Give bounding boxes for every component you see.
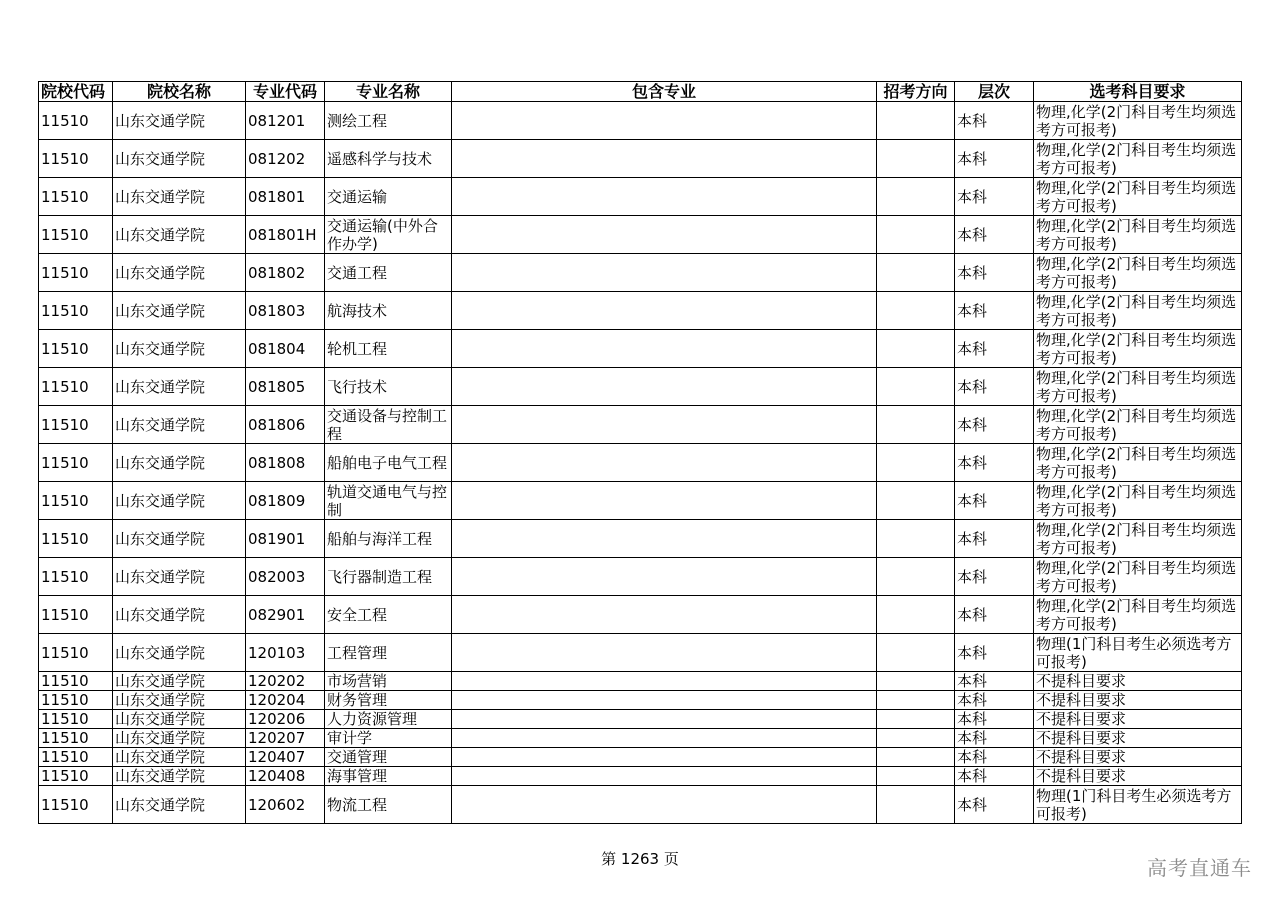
cell-school-name: 山东交通学院 xyxy=(113,254,246,292)
table-row xyxy=(39,482,1242,520)
cell-school-name: 山东交通学院 xyxy=(113,178,246,216)
cell-school-name: 山东交通学院 xyxy=(113,596,246,634)
cell-requirement: 物理,化学(2门科目考生均须选考方可报考) xyxy=(1034,178,1242,216)
cell-requirement: 物理(1门科目考生必须选考方可报考) xyxy=(1034,634,1242,672)
cell-school-code: 11510 xyxy=(39,729,113,748)
cell-level: 本科 xyxy=(955,748,1034,767)
cell-direction xyxy=(877,786,955,824)
cell-requirement: 物理,化学(2门科目考生均须选考方可报考) xyxy=(1034,482,1242,520)
admission-table xyxy=(38,81,1242,824)
cell-direction xyxy=(877,482,955,520)
cell-requirement: 物理,化学(2门科目考生均须选考方可报考) xyxy=(1034,216,1242,254)
cell-requirement: 物理,化学(2门科目考生均须选考方可报考) xyxy=(1034,140,1242,178)
cell-direction xyxy=(877,729,955,748)
cell-major-code: 120206 xyxy=(246,710,325,729)
cell-direction xyxy=(877,710,955,729)
cell-major-name: 市场营销 xyxy=(325,672,452,691)
cell-major-name: 交通管理 xyxy=(325,748,452,767)
cell-direction xyxy=(877,406,955,444)
cell-major-code: 081806 xyxy=(246,406,325,444)
cell-school-code: 11510 xyxy=(39,140,113,178)
table-row xyxy=(39,520,1242,558)
cell-requirement: 物理,化学(2门科目考生均须选考方可报考) xyxy=(1034,520,1242,558)
cell-major-code: 120202 xyxy=(246,672,325,691)
cell-included xyxy=(452,596,877,634)
cell-requirement: 物理,化学(2门科目考生均须选考方可报考) xyxy=(1034,596,1242,634)
cell-school-code: 11510 xyxy=(39,596,113,634)
cell-school-code: 11510 xyxy=(39,216,113,254)
cell-included xyxy=(452,691,877,710)
cell-included xyxy=(452,748,877,767)
cell-level: 本科 xyxy=(955,368,1034,406)
cell-level: 本科 xyxy=(955,767,1034,786)
cell-major-name: 船舶与海洋工程 xyxy=(325,520,452,558)
cell-requirement: 不提科目要求 xyxy=(1034,767,1242,786)
cell-included xyxy=(452,634,877,672)
cell-major-name: 交通设备与控制工程 xyxy=(325,406,452,444)
cell-direction xyxy=(877,748,955,767)
cell-requirement: 物理,化学(2门科目考生均须选考方可报考) xyxy=(1034,406,1242,444)
cell-level: 本科 xyxy=(955,406,1034,444)
cell-major-code: 081803 xyxy=(246,292,325,330)
cell-major-name: 航海技术 xyxy=(325,292,452,330)
cell-included xyxy=(452,102,877,140)
cell-major-code: 081901 xyxy=(246,520,325,558)
table-row xyxy=(39,729,1242,748)
cell-major-name: 工程管理 xyxy=(325,634,452,672)
header-level: 层次 xyxy=(955,82,1034,102)
cell-school-name: 山东交通学院 xyxy=(113,767,246,786)
cell-requirement: 物理,化学(2门科目考生均须选考方可报考) xyxy=(1034,292,1242,330)
cell-school-code: 11510 xyxy=(39,634,113,672)
cell-requirement: 不提科目要求 xyxy=(1034,748,1242,767)
cell-school-name: 山东交通学院 xyxy=(113,634,246,672)
cell-school-name: 山东交通学院 xyxy=(113,748,246,767)
table-row xyxy=(39,102,1242,140)
cell-major-name: 财务管理 xyxy=(325,691,452,710)
cell-requirement: 物理,化学(2门科目考生均须选考方可报考) xyxy=(1034,558,1242,596)
table-row xyxy=(39,767,1242,786)
cell-level: 本科 xyxy=(955,178,1034,216)
cell-level: 本科 xyxy=(955,672,1034,691)
cell-requirement: 物理,化学(2门科目考生均须选考方可报考) xyxy=(1034,102,1242,140)
cell-school-code: 11510 xyxy=(39,786,113,824)
cell-included xyxy=(452,178,877,216)
table-row xyxy=(39,254,1242,292)
cell-level: 本科 xyxy=(955,444,1034,482)
cell-requirement: 不提科目要求 xyxy=(1034,710,1242,729)
table-row xyxy=(39,634,1242,672)
cell-major-name: 测绘工程 xyxy=(325,102,452,140)
cell-school-code: 11510 xyxy=(39,292,113,330)
cell-included xyxy=(452,216,877,254)
cell-level: 本科 xyxy=(955,596,1034,634)
cell-requirement: 物理,化学(2门科目考生均须选考方可报考) xyxy=(1034,444,1242,482)
cell-major-code: 081805 xyxy=(246,368,325,406)
table-row xyxy=(39,368,1242,406)
cell-major-code: 120602 xyxy=(246,786,325,824)
cell-included xyxy=(452,767,877,786)
cell-direction xyxy=(877,634,955,672)
table-row xyxy=(39,786,1242,824)
cell-level: 本科 xyxy=(955,634,1034,672)
cell-major-name: 轮机工程 xyxy=(325,330,452,368)
header-major-code: 专业代码 xyxy=(246,82,325,102)
cell-school-name: 山东交通学院 xyxy=(113,444,246,482)
cell-level: 本科 xyxy=(955,102,1034,140)
cell-level: 本科 xyxy=(955,558,1034,596)
cell-major-code: 081202 xyxy=(246,140,325,178)
cell-direction xyxy=(877,178,955,216)
table-row xyxy=(39,292,1242,330)
table-row xyxy=(39,330,1242,368)
cell-direction xyxy=(877,672,955,691)
cell-major-name: 安全工程 xyxy=(325,596,452,634)
cell-level: 本科 xyxy=(955,729,1034,748)
cell-included xyxy=(452,254,877,292)
header-school-code: 院校代码 xyxy=(39,82,113,102)
cell-included xyxy=(452,558,877,596)
cell-school-code: 11510 xyxy=(39,330,113,368)
header-direction: 招考方向 xyxy=(877,82,955,102)
cell-level: 本科 xyxy=(955,482,1034,520)
cell-direction xyxy=(877,292,955,330)
cell-level: 本科 xyxy=(955,330,1034,368)
cell-included xyxy=(452,482,877,520)
cell-requirement: 物理,化学(2门科目考生均须选考方可报考) xyxy=(1034,330,1242,368)
cell-major-name: 海事管理 xyxy=(325,767,452,786)
cell-school-name: 山东交通学院 xyxy=(113,292,246,330)
cell-major-code: 120204 xyxy=(246,691,325,710)
cell-school-name: 山东交通学院 xyxy=(113,691,246,710)
cell-level: 本科 xyxy=(955,216,1034,254)
table-row xyxy=(39,216,1242,254)
table-row xyxy=(39,596,1242,634)
table-row xyxy=(39,710,1242,729)
table-row xyxy=(39,672,1242,691)
cell-included xyxy=(452,406,877,444)
cell-major-code: 081808 xyxy=(246,444,325,482)
cell-level: 本科 xyxy=(955,254,1034,292)
cell-major-name: 飞行器制造工程 xyxy=(325,558,452,596)
cell-direction xyxy=(877,767,955,786)
header-row xyxy=(39,82,1242,102)
cell-major-code: 120407 xyxy=(246,748,325,767)
cell-included xyxy=(452,520,877,558)
cell-direction xyxy=(877,558,955,596)
table-row xyxy=(39,748,1242,767)
cell-school-code: 11510 xyxy=(39,748,113,767)
cell-requirement: 物理(1门科目考生必须选考方可报考) xyxy=(1034,786,1242,824)
cell-school-name: 山东交通学院 xyxy=(113,140,246,178)
cell-major-name: 遥感科学与技术 xyxy=(325,140,452,178)
cell-major-name: 物流工程 xyxy=(325,786,452,824)
table-row xyxy=(39,444,1242,482)
header-school-name: 院校名称 xyxy=(113,82,246,102)
cell-school-name: 山东交通学院 xyxy=(113,102,246,140)
cell-school-name: 山东交通学院 xyxy=(113,330,246,368)
cell-major-name: 交通运输 xyxy=(325,178,452,216)
cell-included xyxy=(452,140,877,178)
cell-major-code: 120103 xyxy=(246,634,325,672)
table-row xyxy=(39,558,1242,596)
cell-school-name: 山东交通学院 xyxy=(113,672,246,691)
cell-school-code: 11510 xyxy=(39,178,113,216)
cell-school-code: 11510 xyxy=(39,368,113,406)
table-body xyxy=(39,102,1242,824)
cell-school-name: 山东交通学院 xyxy=(113,710,246,729)
cell-included xyxy=(452,292,877,330)
cell-direction xyxy=(877,520,955,558)
watermark-text: 高考直通车 xyxy=(1147,856,1252,880)
cell-school-code: 11510 xyxy=(39,102,113,140)
cell-direction xyxy=(877,216,955,254)
cell-major-name: 轨道交通电气与控制 xyxy=(325,482,452,520)
cell-included xyxy=(452,729,877,748)
cell-school-code: 11510 xyxy=(39,520,113,558)
cell-direction xyxy=(877,330,955,368)
cell-direction xyxy=(877,102,955,140)
cell-major-name: 飞行技术 xyxy=(325,368,452,406)
cell-direction xyxy=(877,691,955,710)
cell-requirement: 物理,化学(2门科目考生均须选考方可报考) xyxy=(1034,368,1242,406)
cell-level: 本科 xyxy=(955,786,1034,824)
cell-included xyxy=(452,672,877,691)
cell-level: 本科 xyxy=(955,710,1034,729)
cell-school-code: 11510 xyxy=(39,710,113,729)
cell-school-code: 11510 xyxy=(39,254,113,292)
cell-major-code: 081801 xyxy=(246,178,325,216)
cell-major-name: 交通运输(中外合作办学) xyxy=(325,216,452,254)
header-major-name: 专业名称 xyxy=(325,82,452,102)
cell-major-code: 082901 xyxy=(246,596,325,634)
cell-included xyxy=(452,710,877,729)
cell-major-code: 120408 xyxy=(246,767,325,786)
cell-major-code: 120207 xyxy=(246,729,325,748)
cell-school-name: 山东交通学院 xyxy=(113,406,246,444)
cell-school-name: 山东交通学院 xyxy=(113,482,246,520)
cell-major-code: 081801H xyxy=(246,216,325,254)
cell-requirement: 不提科目要求 xyxy=(1034,691,1242,710)
cell-school-code: 11510 xyxy=(39,767,113,786)
cell-school-code: 11510 xyxy=(39,558,113,596)
cell-level: 本科 xyxy=(955,691,1034,710)
cell-major-code: 081804 xyxy=(246,330,325,368)
cell-included xyxy=(452,330,877,368)
cell-direction xyxy=(877,140,955,178)
cell-school-name: 山东交通学院 xyxy=(113,368,246,406)
table-row xyxy=(39,691,1242,710)
table-row xyxy=(39,178,1242,216)
cell-included xyxy=(452,368,877,406)
page-number: 第 1263 页 xyxy=(601,850,679,868)
cell-school-name: 山东交通学院 xyxy=(113,520,246,558)
cell-level: 本科 xyxy=(955,520,1034,558)
cell-school-name: 山东交通学院 xyxy=(113,729,246,748)
cell-major-name: 人力资源管理 xyxy=(325,710,452,729)
cell-school-name: 山东交通学院 xyxy=(113,786,246,824)
cell-school-code: 11510 xyxy=(39,482,113,520)
cell-requirement: 不提科目要求 xyxy=(1034,672,1242,691)
cell-major-code: 082003 xyxy=(246,558,325,596)
cell-major-code: 081201 xyxy=(246,102,325,140)
cell-school-code: 11510 xyxy=(39,691,113,710)
table-row xyxy=(39,406,1242,444)
cell-direction xyxy=(877,444,955,482)
cell-major-code: 081809 xyxy=(246,482,325,520)
cell-school-code: 11510 xyxy=(39,672,113,691)
table-row xyxy=(39,140,1242,178)
cell-school-code: 11510 xyxy=(39,444,113,482)
cell-major-name: 船舶电子电气工程 xyxy=(325,444,452,482)
cell-level: 本科 xyxy=(955,292,1034,330)
cell-level: 本科 xyxy=(955,140,1034,178)
header-included: 包含专业 xyxy=(452,82,877,102)
cell-school-name: 山东交通学院 xyxy=(113,558,246,596)
cell-major-code: 081802 xyxy=(246,254,325,292)
cell-requirement: 物理,化学(2门科目考生均须选考方可报考) xyxy=(1034,254,1242,292)
cell-included xyxy=(452,444,877,482)
header-requirement: 选考科目要求 xyxy=(1034,82,1242,102)
cell-requirement: 不提科目要求 xyxy=(1034,729,1242,748)
cell-school-name: 山东交通学院 xyxy=(113,216,246,254)
cell-direction xyxy=(877,596,955,634)
cell-major-name: 交通工程 xyxy=(325,254,452,292)
cell-direction xyxy=(877,368,955,406)
cell-included xyxy=(452,786,877,824)
cell-school-code: 11510 xyxy=(39,406,113,444)
cell-major-name: 审计学 xyxy=(325,729,452,748)
cell-direction xyxy=(877,254,955,292)
